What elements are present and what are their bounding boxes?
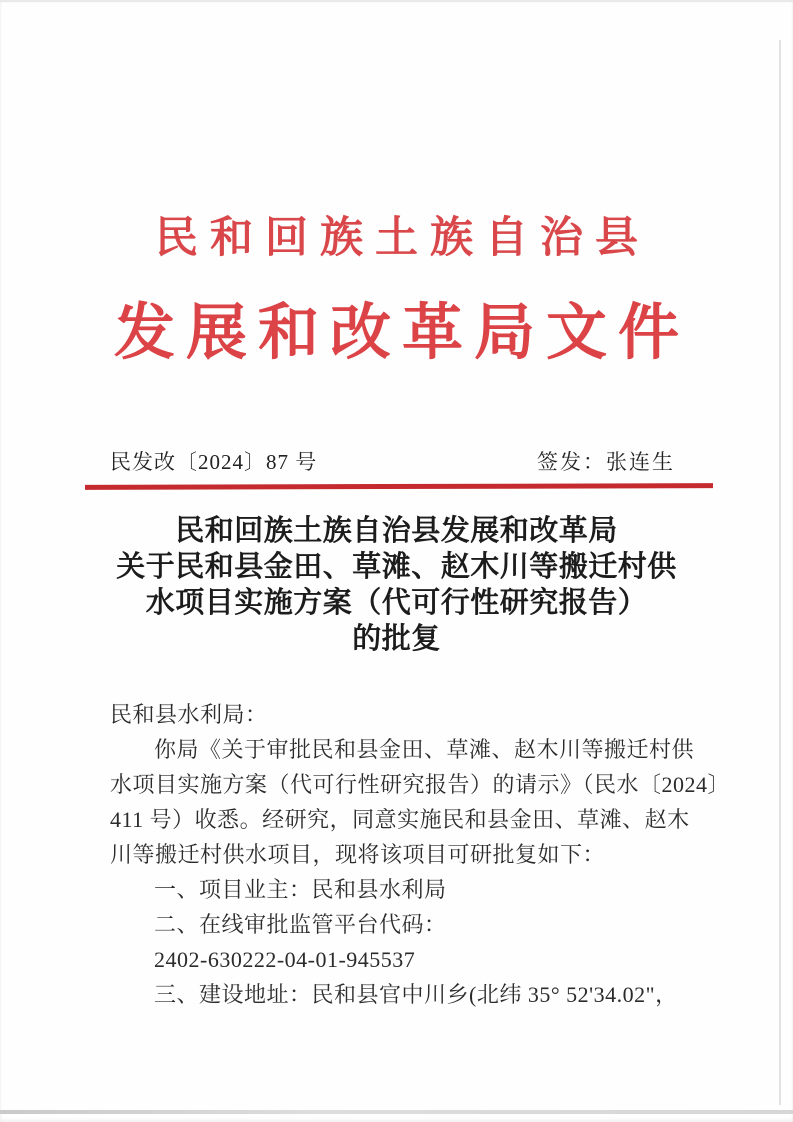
scan-edge-bottom [0, 1110, 793, 1114]
title-line: 关于民和县金田、草滩、赵木川等搬迁村供 [116, 551, 677, 583]
body-line-salutation: 民和县水利局： [110, 702, 268, 727]
letterhead-org-name: 民和回族土族自治县 [155, 215, 650, 262]
body-line: 你局《关于审批民和县金田、草滩、赵木川等搬迁村供 [154, 737, 695, 762]
document-title [40, 513, 753, 657]
body-line: 水项目实施方案（代可行性研究报告）的请示》（民水〔2024〕 [110, 772, 731, 797]
doc-meta-row [110, 449, 675, 476]
document-body [110, 697, 731, 1012]
scan-edge-right [779, 40, 781, 1105]
issuer-signoff: 签发：张连生 [537, 450, 675, 474]
body-line-item-1: 一、项目业主：民和县水利局 [154, 877, 447, 902]
title-line: 水项目实施方案（代可行性研究报告） [145, 587, 648, 619]
red-divider-rule [85, 483, 713, 490]
body-line-project-code: 2402-630222-04-01-945537 [154, 947, 416, 972]
body-line: 川等搬迁村供水项目，现将该项目可研批复如下： [110, 842, 606, 867]
title-line: 民和回族土族自治县发展和改革局 [175, 515, 618, 547]
doc-number: 民发改〔2024〕87 号 [110, 450, 318, 474]
title-line: 的批复 [352, 623, 441, 655]
body-line-item-2: 二、在线审批监管平台代码： [154, 912, 447, 937]
letterhead-doc-type: 发展和改革局文件 [113, 300, 690, 367]
body-line: 411 号）收悉。经研究，同意实施民和县金田、草滩、赵木 [110, 807, 690, 832]
scan-edge-top [0, 0, 793, 2]
body-line-item-3: 三、建设地址：民和县官中川乡(北纬 35° 52'34.02"， [154, 982, 678, 1007]
